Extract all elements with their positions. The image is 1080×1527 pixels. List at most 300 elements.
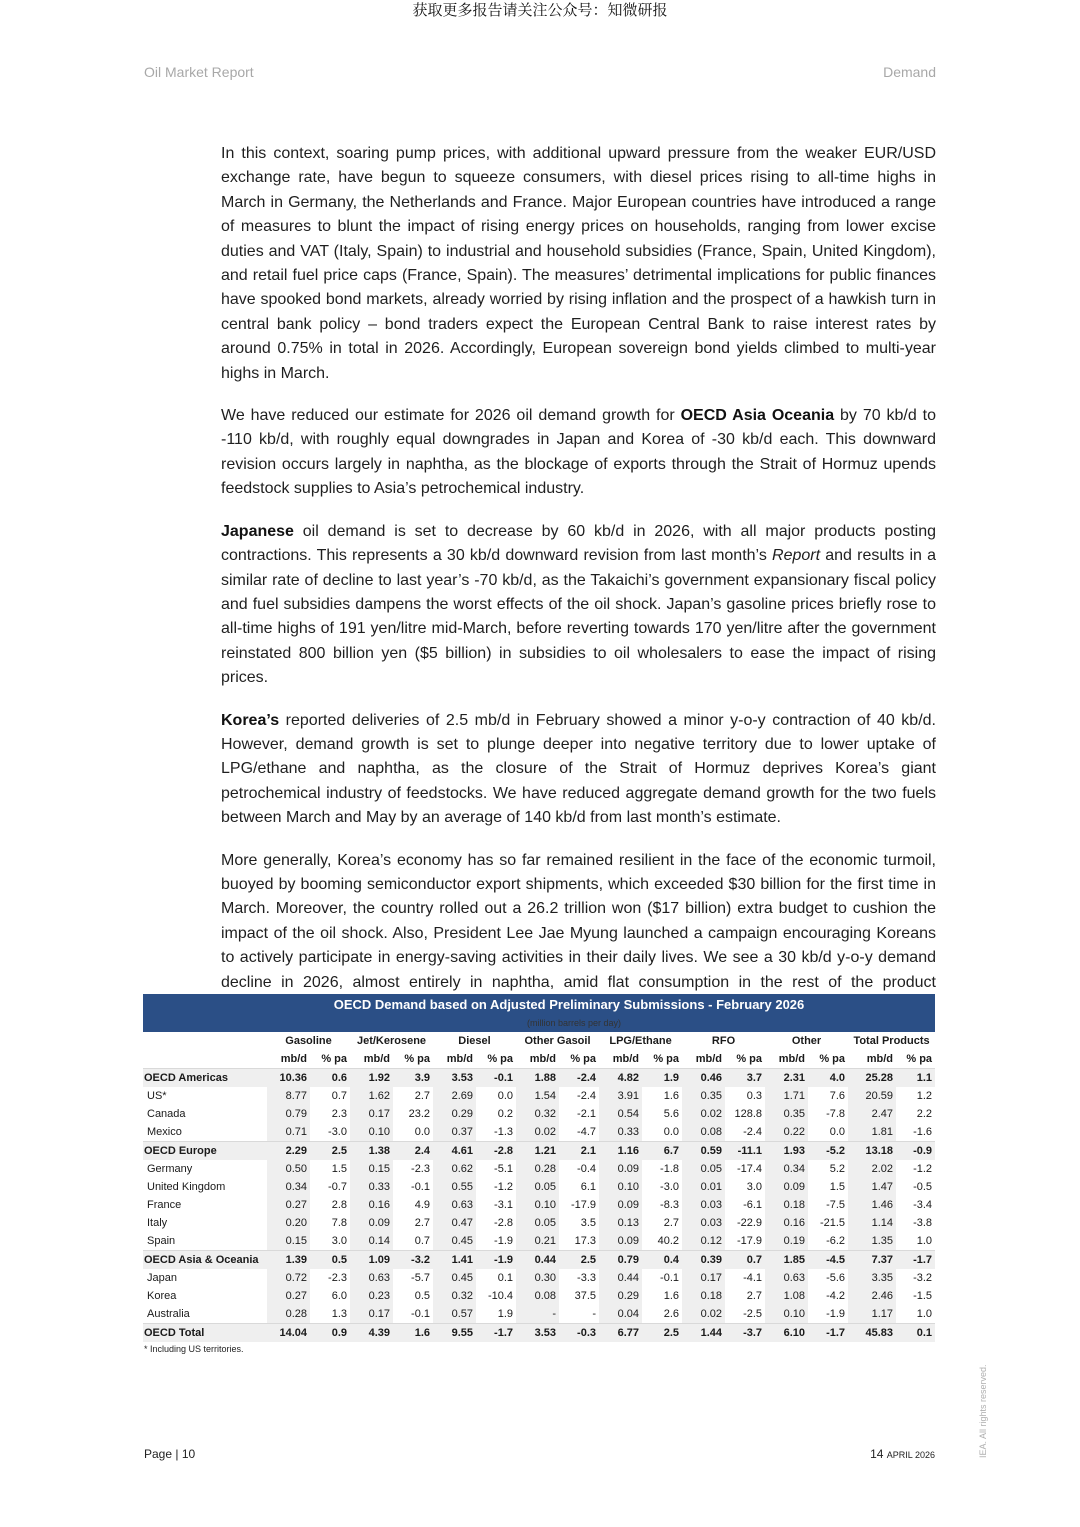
table-cell: -1.6 — [913, 1126, 933, 1138]
table-cell: -22.9 — [736, 1217, 763, 1229]
table-cell: -2.8 — [494, 1217, 514, 1229]
table-cell: 0.03 — [682, 1196, 725, 1214]
table-cell: 2.47 — [848, 1105, 896, 1123]
column-group-header: LPG/Ethane — [609, 1035, 672, 1047]
table-cell: - — [516, 1305, 559, 1324]
table-cell: 4.9 — [414, 1199, 430, 1211]
table-cell: 3.9 — [393, 1069, 433, 1088]
table-row — [143, 1160, 935, 1178]
table-cell: 0.2 — [497, 1108, 514, 1120]
table-cell: -17.9 — [570, 1199, 597, 1211]
column-group-header: Other — [791, 1035, 822, 1047]
row-label: Australia — [147, 1308, 190, 1320]
table-cell: 0.45 — [433, 1269, 476, 1287]
p2-bold: OECD Asia Oceania — [680, 407, 835, 425]
table-cell: 0.27 — [267, 1287, 310, 1305]
table-cell: 1.88 — [516, 1069, 559, 1088]
table-cell: 0.01 — [682, 1178, 725, 1196]
table-cell: 4.39 — [350, 1324, 393, 1343]
table-cell: 0.1 — [896, 1324, 935, 1343]
table-cell: 0.0 — [829, 1126, 846, 1138]
row-label: France — [147, 1199, 182, 1211]
page-number — [144, 1447, 195, 1461]
table-cell: 0.17 — [350, 1105, 393, 1123]
table-cell: 1.5 — [829, 1181, 846, 1193]
column-group-header: RFO — [711, 1035, 736, 1047]
table-cell: 13.18 — [848, 1142, 896, 1161]
table-cell: 0.03 — [682, 1214, 725, 1232]
table-cell: 6.7 — [642, 1142, 682, 1161]
table-cell: -1.9 — [476, 1251, 516, 1270]
table-cell: -1.9 — [494, 1235, 514, 1247]
section-header: Demand — [883, 64, 936, 80]
table-cell: 1.54 — [516, 1087, 559, 1105]
table-cell: 0.5 — [414, 1290, 430, 1302]
table-cell: 0.35 — [682, 1087, 725, 1105]
table-cell: -3.0 — [328, 1126, 347, 1138]
table-cell: -3.1 — [494, 1199, 514, 1211]
table-row — [143, 1269, 935, 1287]
table-cell: 0.55 — [433, 1178, 476, 1196]
table-cell: 0.5 — [310, 1251, 350, 1270]
table-cell: 1.93 — [765, 1142, 808, 1161]
report-date — [870, 1447, 935, 1461]
paragraph-asia-oceania — [221, 404, 936, 502]
table-cell: 0.45 — [433, 1232, 476, 1251]
row-label: OECD Americas — [143, 1069, 267, 1088]
table-cell: 0.15 — [350, 1160, 393, 1178]
table-cell: 0.0 — [497, 1090, 514, 1102]
column-group-header: Jet/Kerosene — [356, 1035, 427, 1047]
table-cell: 0.16 — [350, 1196, 393, 1214]
group-header-row — [143, 1032, 935, 1050]
table-cell: 3.0 — [331, 1235, 347, 1247]
table-cell: 0.05 — [516, 1178, 559, 1196]
date-month-year: APRIL 2026 — [886, 1450, 935, 1460]
table-cell: 7.8 — [331, 1217, 347, 1229]
table-cell: 1.92 — [350, 1069, 393, 1088]
table-cell: 128.8 — [734, 1108, 763, 1120]
table-cell: -0.9 — [896, 1142, 935, 1161]
table-cell: 5.2 — [829, 1163, 846, 1175]
table-cell: 5.6 — [663, 1108, 680, 1120]
table-cell: 0.09 — [599, 1232, 642, 1251]
table-cell: 0.47 — [433, 1214, 476, 1232]
paragraph-korea — [221, 709, 936, 831]
table-cell: 0.09 — [599, 1196, 642, 1214]
unit-header: mb/d — [446, 1053, 473, 1065]
table-cell: -7.5 — [826, 1199, 846, 1211]
empty-header — [143, 1032, 267, 1050]
table-row — [143, 1142, 935, 1161]
table-cell: 37.5 — [574, 1290, 597, 1302]
p2-text-a: We have reduced our estimate for 2026 oil demand growth for — [221, 407, 681, 425]
table-cell: -5.7 — [411, 1272, 430, 1284]
unit-header: mb/d — [529, 1053, 557, 1065]
table-cell: 0.32 — [433, 1287, 476, 1305]
column-group-header: Diesel — [458, 1035, 491, 1047]
table-cell: 0.08 — [682, 1123, 725, 1142]
row-label: OECD Europe — [143, 1142, 267, 1161]
table-cell: -1.7 — [896, 1251, 935, 1270]
table-cell: 0.7 — [414, 1235, 430, 1247]
table-cell: 0.44 — [516, 1251, 559, 1270]
table-row — [143, 1232, 935, 1251]
row-label: Spain — [147, 1235, 176, 1247]
column-group-header: Total Products — [853, 1035, 930, 1047]
table-row — [143, 1105, 935, 1123]
table-cell: 25.28 — [848, 1069, 896, 1088]
table-cell: 1.9 — [497, 1308, 514, 1320]
table-cell: 0.50 — [267, 1160, 310, 1178]
table-cell: -4.7 — [577, 1126, 597, 1138]
table-cell: 4.61 — [433, 1142, 476, 1161]
table-cell: - — [592, 1308, 597, 1320]
table-cell: -3.2 — [913, 1272, 933, 1284]
table-cell: -5.2 — [808, 1142, 848, 1161]
table-cell: 40.2 — [657, 1235, 680, 1247]
table-cell: -0.4 — [577, 1163, 597, 1175]
table-cell: 0.21 — [516, 1232, 559, 1251]
table-cell: 1.39 — [267, 1251, 310, 1270]
table-cell: -0.1 — [411, 1308, 430, 1320]
table-cell: 0.29 — [433, 1105, 476, 1123]
table-cell: 0.44 — [599, 1269, 642, 1287]
table-cell: -0.1 — [660, 1272, 680, 1284]
table-cell: 2.5 — [310, 1142, 350, 1161]
unit-header: mb/d — [866, 1053, 894, 1065]
table-cell: 0.63 — [350, 1269, 393, 1287]
table-cell: 0.10 — [599, 1178, 642, 1196]
table-cell: 0.7 — [331, 1090, 347, 1102]
unit-header: % pa — [404, 1053, 430, 1065]
table-cell: 23.2 — [408, 1108, 430, 1120]
table-cell: 2.29 — [267, 1142, 310, 1161]
table-cell: 3.5 — [580, 1217, 597, 1229]
table-cell: -2.1 — [577, 1108, 597, 1120]
p3-text-b: and results in a similar rate of decline to last year’s -70 kb/d, as the Takaichi’s government expansionary fiscal policy and fuel subsidies dampens the worst effects of the oil shock. Japan’s gasoline prices briefly rose to all-time highs of 191 yen/litre mid-March, before reverting towards 170 yen/litre after the government reinstated 800 billion yen ($5 billion) in subsidies to oil wholesalers to ease the impact of rising prices. — [221, 547, 936, 687]
table-cell: 1.71 — [765, 1087, 808, 1105]
row-label: Germany — [147, 1163, 193, 1175]
table-cell: 0.28 — [267, 1305, 310, 1324]
paragraph-europe: In this context, soaring pump prices, with additional upward pressure from the weaker EUR/USD exchange rate, have begun to squeeze consumers, with diesel prices rising to all-time highs in March in Germany, the Netherlands and France. Major European countries have introduced a range of measures to blunt the impact of rising energy prices on households, ranging from lower excise duties and VAT (Italy, Spain) to industrial and household subsidies (France, Spain, United Kingdom), and retail fuel price caps (France, Spain). The measures’ detrimental implications for public finances have spooked bond markets, already worried by rising inflation and the prospect of a hawkish turn in central bank policy – bond traders expect the European Central Bank to raise interest rates by around 0.75% in total in 2026. Accordingly, European sovereign bond yields climbed to multi-year highs in March. — [221, 145, 936, 382]
table-cell: -2.4 — [559, 1069, 599, 1088]
table-cell: -4.5 — [808, 1251, 848, 1270]
table-cell: 1.17 — [848, 1305, 896, 1324]
oecd-demand-table — [143, 994, 935, 1342]
table-cell: 1.16 — [599, 1142, 642, 1161]
table-row — [143, 1305, 935, 1324]
table-cell: -1.9 — [826, 1308, 846, 1320]
table-cell: 1.85 — [765, 1251, 808, 1270]
table-cell: 0.6 — [310, 1069, 350, 1088]
table-cell: 0.09 — [599, 1160, 642, 1178]
table-cell: 1.47 — [848, 1178, 896, 1196]
table-cell: 0.1 — [497, 1272, 514, 1284]
table-cell: 0.18 — [765, 1196, 808, 1214]
table-cell: -0.3 — [559, 1324, 599, 1343]
paragraph-korea-economy: More generally, Korea’s economy has so far remained resilient in the face of the economic turmoil, buoyed by booming semiconductor export shipments, which exceeded $30 billion for the first time in March. Moreover, the country rolled out a 26.2 trillion won ($17 billion) extra budget to cushion the impact of the oil shock. Also, President Lee Jae Myung launched a campaign encouraging Koreans to actively participate in energy-saving activities in their daily lives. We see a 30 kb/d y-o-y demand decline in 2026, almost entirely in naphtha, amid flat consumption in the rest of the product — [221, 851, 936, 991]
table-cell: 1.6 — [663, 1090, 680, 1102]
table-cell: -1.2 — [494, 1181, 514, 1193]
table-cell: 2.31 — [765, 1069, 808, 1088]
table-cell: 2.4 — [393, 1142, 433, 1161]
body-text — [221, 142, 936, 1037]
table-cell: 0.30 — [516, 1269, 559, 1287]
table-cell: 0.05 — [516, 1214, 559, 1232]
empty-header — [143, 1050, 267, 1069]
table-cell: 1.1 — [896, 1069, 935, 1088]
column-group-header: Gasoline — [285, 1035, 332, 1047]
p3-bold: Japanese — [221, 522, 294, 540]
table-cell: 0.22 — [765, 1123, 808, 1142]
p4-bold: Korea’s — [221, 711, 280, 729]
table-cell: 0.27 — [267, 1196, 310, 1214]
p4-text-a: reported deliveries of 2.5 mb/d in February showed a minor y-o-y contraction of 40 kb/d. However, demand growth is set to plunge deeper into negative territory due to lower uptake of LPG/ethane and naphtha, as the closure of the Strait of Hormuz deprives Korea’s giant petrochemical industry of feedstocks. We have reduced aggregate demand growth for the two fuels between March and May by an average of 140 kb/d from last month’s estimate. — [221, 711, 936, 827]
table-cell: 0.14 — [350, 1232, 393, 1251]
table-cell: 0.33 — [599, 1123, 642, 1142]
table-cell: -0.1 — [476, 1069, 516, 1088]
table-cell: 1.9 — [642, 1069, 682, 1088]
table-row — [143, 1324, 935, 1343]
table-cell: -2.8 — [476, 1142, 516, 1161]
table-cell: 1.08 — [765, 1287, 808, 1305]
table-cell: -1.3 — [494, 1126, 514, 1138]
table-title: OECD Demand based on Adjusted Preliminary Submissions - February 2026 — [333, 997, 805, 1012]
table-cell: -1.2 — [913, 1163, 933, 1175]
table-cell: 7.37 — [848, 1251, 896, 1270]
table-cell: -2.4 — [577, 1090, 597, 1102]
table-cell: 4.0 — [808, 1069, 848, 1088]
table-cell: 20.59 — [848, 1087, 896, 1105]
demand-table — [143, 1032, 935, 1342]
p2-text-b: by 70 kb/d to -110 kb/d, with roughly equal downgrades in Japan and Korea of -30 kb/d each. This downward revision occurs largely in naphtha, as the blockage of exports through the Strait of Hormuz upends feedstock supplies to Asia’s petrochemical industry. — [221, 407, 937, 498]
table-cell: 7.6 — [829, 1090, 846, 1102]
table-cell: 0.0 — [663, 1126, 680, 1138]
table-cell: 3.7 — [725, 1069, 765, 1088]
table-cell: 0.17 — [682, 1269, 725, 1287]
table-cell: 0.29 — [599, 1287, 642, 1305]
table-cell: 0.33 — [350, 1178, 393, 1196]
table-cell: 0.79 — [267, 1105, 310, 1123]
unit-header: mb/d — [612, 1053, 640, 1065]
table-body — [143, 1069, 935, 1343]
table-cell: -1.7 — [476, 1324, 516, 1343]
table-row — [143, 1251, 935, 1270]
table-cell: -6.1 — [743, 1199, 763, 1211]
table-cell: 0.3 — [746, 1090, 763, 1102]
row-label: United Kingdom — [147, 1181, 226, 1193]
table-cell: 2.7 — [663, 1217, 680, 1229]
table-cell: 14.04 — [267, 1324, 310, 1343]
table-cell: 0.08 — [516, 1287, 559, 1305]
table-cell: 2.02 — [848, 1160, 896, 1178]
page-number-value: | 10 — [175, 1447, 196, 1461]
unit-header: % pa — [487, 1053, 514, 1065]
table-cell: 8.77 — [267, 1087, 310, 1105]
table-cell: 17.3 — [574, 1235, 597, 1247]
table-cell: 0.18 — [682, 1287, 725, 1305]
table-cell: -0.7 — [328, 1181, 347, 1193]
table-cell: 6.10 — [765, 1324, 808, 1343]
row-label: Canada — [147, 1108, 186, 1120]
table-cell: -2.3 — [411, 1163, 430, 1175]
unit-header: % pa — [570, 1053, 597, 1065]
unit-header: % pa — [653, 1053, 680, 1065]
table-cell: 2.7 — [746, 1290, 763, 1302]
table-cell: -2.4 — [743, 1126, 763, 1138]
table-cell: 0.28 — [516, 1160, 559, 1178]
row-label: Mexico — [147, 1126, 182, 1138]
table-cell: 1.0 — [916, 1235, 933, 1247]
table-cell: 2.7 — [414, 1217, 430, 1229]
unit-header: mb/d — [695, 1053, 723, 1065]
table-cell: 0.0 — [414, 1126, 430, 1138]
table-cell: -3.3 — [577, 1272, 597, 1284]
table-cell: -5.6 — [826, 1272, 846, 1284]
p3-italic: Report — [772, 547, 821, 565]
table-row — [143, 1178, 935, 1196]
table-cell: 0.09 — [765, 1178, 808, 1196]
table-cell: 2.5 — [642, 1324, 682, 1343]
table-cell: 2.1 — [559, 1142, 599, 1161]
unit-header: % pa — [321, 1053, 347, 1065]
table-cell: -2.5 — [743, 1308, 763, 1320]
table-cell: 0.34 — [765, 1160, 808, 1178]
table-cell: 0.05 — [682, 1160, 725, 1178]
table-cell: 0.02 — [682, 1105, 725, 1123]
unit-header: mb/d — [363, 1053, 390, 1065]
table-cell: 0.04 — [599, 1305, 642, 1324]
table-cell: 0.19 — [765, 1232, 808, 1251]
table-cell: 1.6 — [663, 1290, 680, 1302]
table-cell: 0.57 — [433, 1305, 476, 1324]
table-cell: 3.53 — [433, 1069, 476, 1088]
table-cell: -10.4 — [487, 1290, 514, 1302]
page-label: Page — [144, 1447, 173, 1461]
table-row — [143, 1123, 935, 1142]
table-cell: 0.35 — [765, 1105, 808, 1123]
table-cell: 0.23 — [350, 1287, 393, 1305]
row-label: OECD Total — [143, 1324, 267, 1343]
table-cell: 3.0 — [746, 1181, 763, 1193]
table-cell: 0.02 — [516, 1123, 559, 1142]
table-cell: -17.9 — [736, 1235, 763, 1247]
table-cell: 2.6 — [663, 1308, 680, 1320]
table-row — [143, 1087, 935, 1105]
table-cell: 0.09 — [350, 1214, 393, 1232]
table-cell: 1.46 — [848, 1196, 896, 1214]
table-cell: 1.09 — [350, 1251, 393, 1270]
table-cell: 1.44 — [682, 1324, 725, 1343]
table-cell: 3.53 — [516, 1324, 559, 1343]
table-cell: 2.2 — [916, 1108, 933, 1120]
table-cell: 0.59 — [682, 1142, 725, 1161]
table-cell: 0.02 — [682, 1305, 725, 1324]
date-day: 14 — [870, 1447, 884, 1461]
table-cell: -1.5 — [913, 1290, 933, 1302]
table-cell: 0.9 — [310, 1324, 350, 1343]
row-label: US* — [147, 1090, 167, 1102]
table-cell: 0.32 — [516, 1105, 559, 1123]
table-cell: 0.54 — [599, 1105, 642, 1123]
table-cell: 2.3 — [331, 1108, 347, 1120]
table-cell: -7.8 — [826, 1108, 846, 1120]
column-group-header: Other Gasoil — [524, 1035, 591, 1047]
table-cell: -3.0 — [660, 1181, 680, 1193]
table-cell: 0.72 — [267, 1269, 310, 1287]
table-cell: -4.1 — [743, 1272, 763, 1284]
table-cell: -11.1 — [725, 1142, 765, 1161]
table-cell: 0.63 — [433, 1196, 476, 1214]
table-cell: -1.8 — [660, 1163, 680, 1175]
table-cell: 2.7 — [414, 1090, 430, 1102]
table-cell: 0.20 — [267, 1214, 310, 1232]
table-cell: 0.12 — [682, 1232, 725, 1251]
table-cell: 1.21 — [516, 1142, 559, 1161]
table-cell: 9.55 — [433, 1324, 476, 1343]
table-row — [143, 1287, 935, 1305]
copyright-notice: IEA. All rights reserved. — [978, 1364, 988, 1458]
unit-header: % pa — [906, 1053, 933, 1065]
unit-header: mb/d — [280, 1053, 307, 1065]
table-cell: -2.3 — [328, 1272, 347, 1284]
table-cell: 2.8 — [331, 1199, 347, 1211]
table-cell: 2.46 — [848, 1287, 896, 1305]
report-title-header: Oil Market Report — [144, 64, 254, 80]
table-cell: -3.8 — [913, 1217, 933, 1229]
table-cell: 1.81 — [848, 1123, 896, 1142]
table-cell: 0.4 — [642, 1251, 682, 1270]
table-row — [143, 1196, 935, 1214]
table-cell: -0.5 — [913, 1181, 933, 1193]
table-cell: 45.83 — [848, 1324, 896, 1343]
table-cell: 6.77 — [599, 1324, 642, 1343]
table-cell: 0.37 — [433, 1123, 476, 1142]
table-cell: -4.2 — [826, 1290, 846, 1302]
table-cell: 0.62 — [433, 1160, 476, 1178]
table-row — [143, 1214, 935, 1232]
table-cell: -21.5 — [819, 1217, 846, 1229]
table-cell: 1.3 — [331, 1308, 347, 1320]
paragraph-japan — [221, 520, 936, 691]
table-cell: -5.1 — [494, 1163, 514, 1175]
table-cell: -3.2 — [393, 1251, 433, 1270]
table-cell: 0.79 — [599, 1251, 642, 1270]
table-cell: -1.7 — [808, 1324, 848, 1343]
table-footnote: * Including US territories. — [144, 1344, 244, 1354]
table-cell: 1.38 — [350, 1142, 393, 1161]
table-cell: 3.35 — [848, 1269, 896, 1287]
table-cell: 0.7 — [725, 1251, 765, 1270]
table-cell: 0.71 — [267, 1123, 310, 1142]
unit-header: % pa — [736, 1053, 763, 1065]
table-cell: 1.62 — [350, 1087, 393, 1105]
unit-header-row — [143, 1050, 935, 1069]
table-cell: 0.13 — [599, 1214, 642, 1232]
table-cell: 6.1 — [580, 1181, 597, 1193]
table-cell: 0.10 — [765, 1305, 808, 1324]
table-cell: 0.17 — [350, 1305, 393, 1324]
table-cell: -0.1 — [411, 1181, 430, 1193]
table-cell: 1.41 — [433, 1251, 476, 1270]
table-cell: 0.34 — [267, 1178, 310, 1196]
table-cell: 0.16 — [765, 1214, 808, 1232]
table-cell: 0.46 — [682, 1069, 725, 1088]
row-label: Korea — [147, 1290, 177, 1302]
table-cell: 0.63 — [765, 1269, 808, 1287]
table-cell: 1.2 — [916, 1090, 933, 1102]
